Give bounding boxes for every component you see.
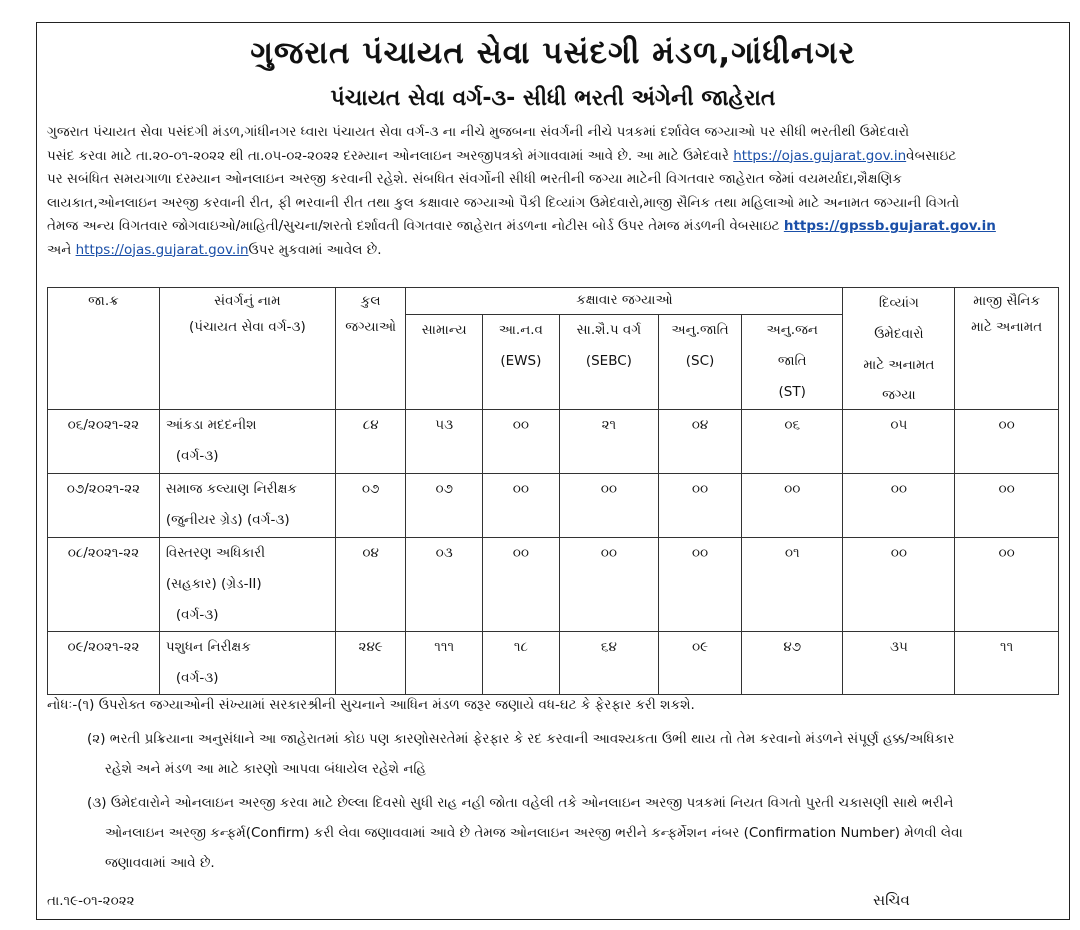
cell-name: સમાજ કલ્યાણ નિરીક્ષક (જુનીયર ગ્રેડ) (વર્ગ-૩) bbox=[159, 474, 335, 538]
cell-exservice: ૦૦ bbox=[955, 538, 1059, 632]
cell-sebc: ૦૦ bbox=[559, 538, 658, 632]
cell-ews: ૦૦ bbox=[483, 410, 560, 474]
note-1: નોધઃ-(૧) ઉપરોક્ત જગ્યાઓની સંખ્યામાં સરકારશ્રીની સુચનાને આધિન મંડળ જરૂર જણાયે વધ-ઘટ કે ફેરફાર કરી શકશે. bbox=[47, 697, 695, 713]
cell-ews: ૦૦ bbox=[483, 538, 560, 632]
note-2: (૨) ભરતી પ્રક્રિયાના અનુસંધાને આ જાહેરાતમાં કોઇ પણ કારણોસરતેમાં ફેરફાર કે રદ કરવાની આવશ્યકતા ઉભી થાય તો તેમ કરવાનો મંડળને સંપૂર્ણ હક્ક/અધિકાર bbox=[87, 731, 955, 747]
para-text: પસંદ કરવા માટે તા.૨૦-૦૧-૨૦૨૨ થી તા.૦૫-૦૨-૨૦૨૨ દરમ્યાન ઓનલાઇન અરજીપત્રકો મંગાવવામાં આવે છે. આ માટે ઉમેદવારે bbox=[47, 147, 734, 164]
header-category: કક્ષાવાર જગ્યાઓ bbox=[406, 288, 843, 315]
cell-sr: ૦૬/૨૦૨૧-૨૨ bbox=[48, 410, 160, 474]
cell-st: ૦૬ bbox=[741, 410, 843, 474]
header-st: અનુ.જન જાતિ (ST) bbox=[741, 315, 843, 410]
cell-exservice: ૧૧ bbox=[955, 632, 1059, 695]
note-3-cont: ઓનલાઇન અરજી કન્ફર્મ(Confirm) કરી લેવા જણાવવામાં આવે છે તેમજ ઓનલાઇન અરજી ભરીને કન્ફર્મેશન નંબર (Confirmation Number) મેળવી લેવા bbox=[105, 825, 963, 841]
cell-exservice: ૦૦ bbox=[955, 410, 1059, 474]
footer-date: તા.૧૯-૦૧-૨૦૨૨ bbox=[47, 893, 135, 909]
para-line: લાયકાત,ઓનલાઇન અરજી કરવાની રીત, ફી ભરવાની રીત તથા કુલ કક્ષાવાર જગ્યાઓ પૈકી દિવ્યાંગ ઉમેદવારો,માજી સૈનિક તથા મહિલાઓ માટે અનામત જગ્યાની વિગતો bbox=[47, 194, 960, 211]
para-line: પર સબંધિત સમયગાળા દરમ્યાન ઓનલાઇન અરજી કરવાની રહેશે. સંબધિત સંવર્ગોની સીધી ભરતીની જગ્યા માટેની વિગતવાર જાહેરાત જેમાં વયમર્યાદા,શૈક્ષણિક bbox=[47, 171, 902, 187]
vacancy-table bbox=[47, 287, 1059, 695]
cell-sr: ૦૮/૨૦૨૧-૨૨ bbox=[48, 538, 160, 632]
header-cadre: સંવર્ગનું નામ (પંચાયત સેવા વર્ગ-૩) bbox=[159, 288, 335, 410]
cell-sebc: ૨૧ bbox=[559, 410, 658, 474]
cell-divyang: ૦૦ bbox=[843, 474, 955, 538]
page-title: ગુજરાત પંચાયત સેવા પસંદગી મંડળ,ગાંધીનગર bbox=[250, 35, 856, 71]
cell-divyang: ૩૫ bbox=[843, 632, 955, 695]
header-exservice: માજી સૈનિક માટે અનામત bbox=[955, 288, 1059, 410]
page-subtitle: પંચાયત સેવા વર્ગ-૩- સીધી ભરતી અંગેની જાહેરાત bbox=[330, 86, 776, 111]
cell-total: ૦૭ bbox=[335, 474, 405, 538]
signature-title: સચિવ bbox=[873, 891, 910, 909]
table-row bbox=[48, 474, 1059, 538]
cell-general: ૧૧૧ bbox=[406, 632, 483, 695]
header-sc: અનુ.જાતિ (SC) bbox=[659, 315, 742, 410]
cell-name: વિસ્તરણ અધિકારી (સહકાર) (ગ્રેડ-II) (વર્ગ-૩) bbox=[159, 538, 335, 632]
cell-sr: ૦૭/૨૦૨૧-૨૨ bbox=[48, 474, 160, 538]
header-divyang: દિવ્યાંગ ઉમેદવારો માટે અનામત જગ્યા bbox=[843, 288, 955, 410]
para-line bbox=[47, 239, 1063, 263]
cell-total: ૮૪ bbox=[335, 410, 405, 474]
cell-exservice: ૦૦ bbox=[955, 474, 1059, 538]
notice-frame bbox=[36, 22, 1070, 920]
note-3-end: જણાવવામાં આવે છે. bbox=[105, 855, 215, 871]
cell-divyang: ૦૦ bbox=[843, 538, 955, 632]
cell-divyang: ૦૫ bbox=[843, 410, 955, 474]
cell-st: ૦૧ bbox=[741, 538, 843, 632]
para-line bbox=[47, 215, 1063, 239]
cell-general: ૦૭ bbox=[406, 474, 483, 538]
table-row bbox=[48, 410, 1059, 474]
para-text: અને bbox=[47, 241, 76, 258]
cell-name: આંકડા મદદનીશ (વર્ગ-૩) bbox=[159, 410, 335, 474]
table-row bbox=[48, 538, 1059, 632]
para-text: વેબસાઇટ bbox=[906, 147, 957, 164]
header-general: સામાન્ય bbox=[406, 315, 483, 410]
header-sebc: સા.શૈ.પ વર્ગ (SEBC) bbox=[559, 315, 658, 410]
cell-total: ૨૪૯ bbox=[335, 632, 405, 695]
cell-ews: ૧૮ bbox=[483, 632, 560, 695]
cell-sc: ૦૦ bbox=[659, 474, 742, 538]
ojas-link[interactable]: https://ojas.gujarat.gov.in bbox=[733, 147, 907, 164]
header-sr: જા.ક્ર bbox=[48, 288, 160, 410]
cell-general: ૦૩ bbox=[406, 538, 483, 632]
header-total: કુલ જગ્યાઓ bbox=[335, 288, 405, 410]
para-line: ગુજરાત પંચાયત સેવા પસંદગી મંડળ,ગાંધીનગર ધ્વારા પંચાયત સેવા વર્ગ-૩ ના નીચે મુજબના સંવર્ગની નીચે પત્રકમાં દર્શાવેલ જગ્યાઓ પર સીધી ભરતીથી ઉમેદવારો bbox=[47, 124, 910, 140]
gpssb-link[interactable]: https://gpssb.gujarat.gov.in bbox=[783, 218, 996, 234]
cell-st: ૦૦ bbox=[741, 474, 843, 538]
para-text: ઉપર મુકવામાં આવેલ છે. bbox=[248, 241, 382, 258]
header-ews: આ.ન.વ (EWS) bbox=[483, 315, 560, 410]
cell-sc: ૦૯ bbox=[659, 632, 742, 695]
note-2-cont: રહેશે અને મંડળ આ માટે કારણો આપવા બંધાયેલ રહેશે નહિ bbox=[105, 761, 427, 777]
cell-sebc: ૬૪ bbox=[559, 632, 658, 695]
cell-ews: ૦૦ bbox=[483, 474, 560, 538]
cell-total: ૦૪ bbox=[335, 538, 405, 632]
para-line bbox=[47, 145, 1063, 169]
cell-sr: ૦૯/૨૦૨૧-૨૨ bbox=[48, 632, 160, 695]
ojas-link-2[interactable]: https://ojas.gujarat.gov.in bbox=[75, 241, 249, 258]
cell-sc: ૦૦ bbox=[659, 538, 742, 632]
cell-st: ૪૭ bbox=[741, 632, 843, 695]
cell-name: પશુધન નિરીક્ષક (વર્ગ-૩) bbox=[159, 632, 335, 695]
cell-general: ૫૩ bbox=[406, 410, 483, 474]
header-row bbox=[48, 288, 1059, 315]
cell-sebc: ૦૦ bbox=[559, 474, 658, 538]
intro-paragraph bbox=[47, 121, 1063, 262]
note-3: (૩) ઉમેદવારોને ઓનલાઇન અરજી કરવા માટે છેલ્લા દિવસો સુધી રાહ નહી જોતા વહેલી તકે ઓનલાઇન અરજી પત્રકમાં નિયત વિગતો પુરતી ચકાસણી સાથે ભરીને bbox=[87, 795, 954, 811]
para-text: તેમજ અન્ય વિગતવાર જોગવાઇઓ/માહિતી/સુચના/શરતો દર્શાવતી વિગતવાર જાહેરાત મંડળના નોટીસ બોર્ડ ઉપર તેમજ મંડળની વેબસાઇટ bbox=[47, 218, 784, 234]
table-row bbox=[48, 632, 1059, 695]
cell-sc: ૦૪ bbox=[659, 410, 742, 474]
